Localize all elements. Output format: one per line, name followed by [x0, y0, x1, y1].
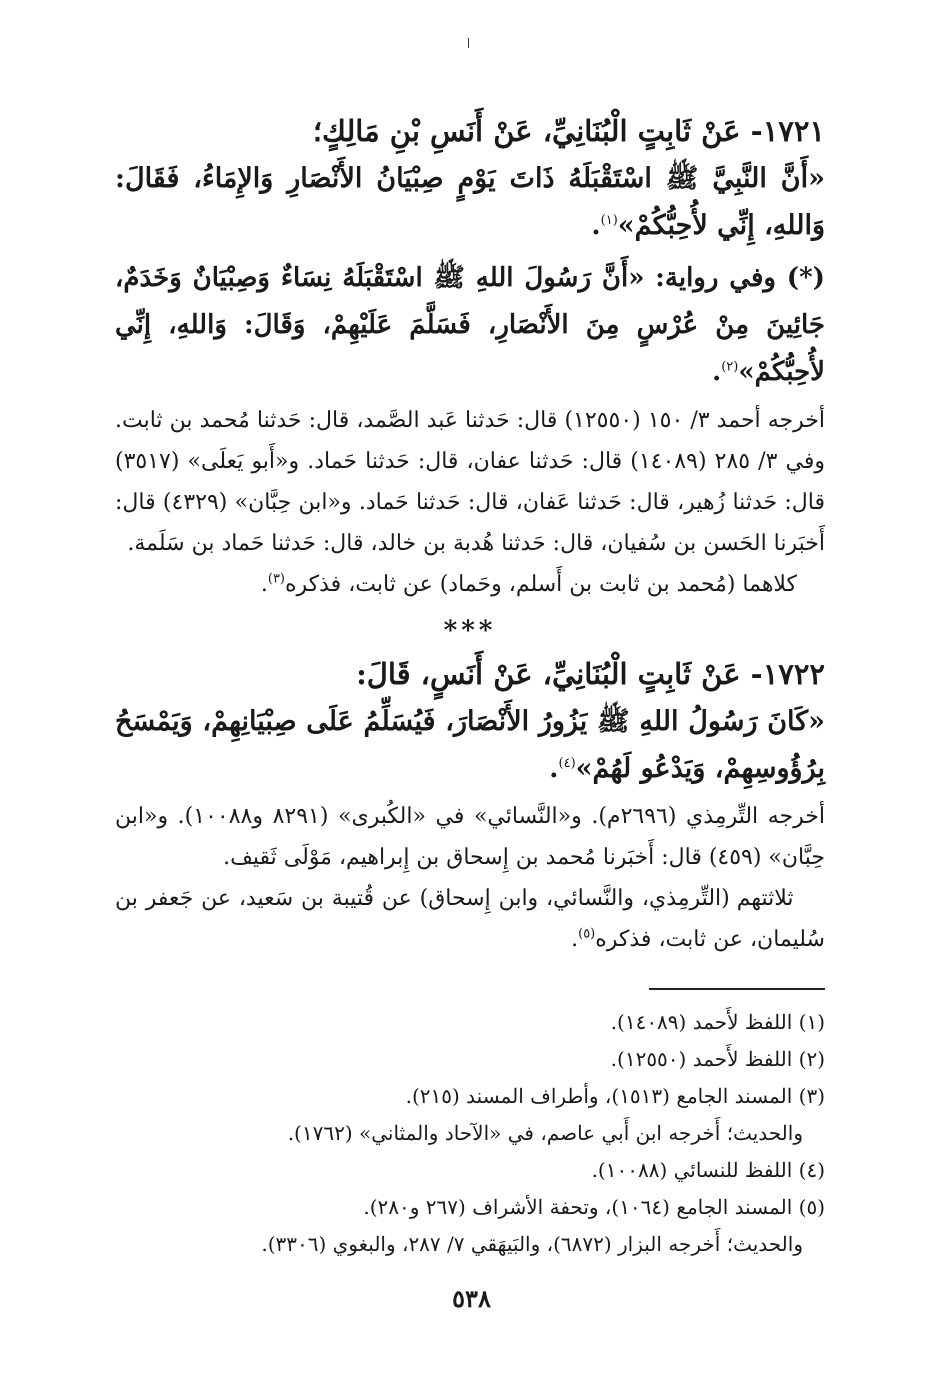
hadith-1721-variant-text: (*) وفي رواية: «أَنَّ رَسُولَ اللهِ ﷺ اسْتَقْبَلَهُ نِسَاءٌ وَصِبْيَانٌ وَخَدَمٌ، جَائِينَ مِنْ عُرْسٍ مِنَ الأَنْصَارِ، فَسَلَّمَ عَلَيْهِمْ، وَقَالَ: وَاللهِ، إِنِّي لأُحِبُّكُمْ» [115, 263, 825, 387]
footnote-ref-2: (٢) [721, 359, 739, 375]
hadith-1721-takhrij-2-text: كلاهما (مُحمد بن ثابت بن أَسلم، وحَماد) عن ثابت، فذكره [285, 572, 798, 597]
footnote-ref-3: (٣) [267, 571, 285, 587]
footnote-ref-1: (١) [600, 213, 618, 228]
footnote-ref-4: (٤) [558, 756, 576, 771]
footnote-3: (٣) المسند الجامع (١٥١٣)، وأطراف المسند (٢١٥). [405, 1084, 825, 1108]
top-mark [468, 38, 469, 48]
hadith-1722-matn: «كَانَ رَسُولُ اللهِ ﷺ يَزُورُ الأَنْصَارَ، فَيُسَلِّمُ عَلَى صِبْيَانِهِمْ، وَيَمْسَحُ بِرُؤُوسِهِمْ، وَيَدْعُو لَهُمْ»$^{(٤)}$. [115, 706, 825, 784]
hadith-1721-matn-text: «أَنَّ النَّبِيَّ ﷺ اسْتَقْبَلَهُ ذَاتَ يَوْمٍ صِبْيَانُ الأَنْصَارِ وَالإِمَاءُ، فَقَالَ: وَاللهِ، إِنِّي لأُحِبُّكُمْ» [115, 163, 825, 241]
footnote-5: (٥) المسند الجامع (١٠٦٤)، وتحفة الأشراف (٢٦٧ و٢٨٠). [363, 1195, 825, 1219]
hadith-1722-heading: ١٧٢٢- عَنْ ثَابِتٍ الْبُنَانِيِّ، عَنْ أَنَسٍ، قَالَ: [356, 657, 825, 691]
footnote-4: (٤) اللفظ للنسائي (١٠٠٨٨). [591, 1158, 825, 1182]
page-number: ٥٣٨ [452, 1284, 491, 1313]
hadith-1722-takhrij-2-text: ثلاثتهم (التِّرمِذي، والنَّسائي، وابن إِسحاق) عن قُتيبة بن سَعيد، عن جَعفر بن سُليمان، عن ثابت، فذكره [115, 886, 825, 952]
hadith-1722-takhrij-1: أخرجه التِّرمِذي (٢٦٩٦م). و«النَّسائي» في «الكُبرى» (٨٢٩١ و١٠٠٨٨). و«ابن حِبَّان» (٤٥٩) قال: أَخبَرنا مُحمد بن إِسحاق بن إِبراهيم، مَوْلَى ثَقيف. [115, 804, 826, 870]
footnote-ref-5: (٥) [578, 926, 596, 942]
footnote-1: (١) اللفظ لأَحمد (١٤٠٨٩). [610, 1010, 825, 1034]
footnote-2: (٢) اللفظ لأَحمد (١٢٥٥٠). [610, 1047, 825, 1071]
hadith-1721-variant: (*) وفي رواية: «أَنَّ رَسُولَ اللهِ ﷺ اسْتَقْبَلَهُ نِسَاءٌ وَصِبْيَانٌ وَخَدَمٌ، جَائِينَ مِنْ عُرْسٍ مِنَ الأَنْصَارِ، فَسَلَّمَ عَلَيْهِمْ، وَقَالَ: وَاللهِ، إِنِّي لأُحِبُّكُمْ»$^{(٢)}$. [115, 263, 825, 387]
hadith-1721-takhrij-2: كلاهما (مُحمد بن ثابت بن أَسلم، وحَماد) عن ثابت، فذكره$^{(٣)}$. [260, 571, 798, 597]
hadith-1721-heading: ١٧٢١- عَنْ ثَابِتٍ الْبُنَانِيِّ، عَنْ أَنَسِ بْنِ مَالِكٍ؛ [312, 114, 825, 148]
footnote-5-continuation: والحديث؛ أَخرجه البزار (٦٨٧٢)، والبَيهَقي ٧/ ٢٨٧، والبغوي (٣٣٠٦). [261, 1232, 803, 1256]
section-separator: *** [443, 616, 497, 646]
footnote-3-continuation: والحديث؛ أَخرجه ابن أَبي عاصم، في «الآحاد والمثاني» (١٧٦٢). [287, 1121, 803, 1145]
hadith-1721-takhrij-1: أخرجه أحمد ٣/ ١٥٠ (١٢٥٥٠) قال: حَدثنا عَبد الصَّمد، قال: حَدثنا مُحمد بن ثابت. وفي ٣/ ٢٨٥ (١٤٠٨٩) قال: حَدثنا عفان، قال: حَدثنا حَماد. و«أَبو يَعلَى» (٣٥١٧) قال: حَدثنا زُهير، قال: حَدثنا عَفان، قال: حَدثنا حَماد. و«ابن حِبَّان» (٤٣٢٩) قال: أَخبَرنا الحَسن بن سُفيان، قال: حَدثنا هُدبة بن خالد، قال: حَدثنا حَماد بن سَلَمة. [115, 408, 826, 556]
footnotes [115, 1004, 825, 1263]
hadith-1722-takhrij-2: ثلاثتهم (التِّرمِذي، والنَّسائي، وابن إِسحاق) عن قُتيبة بن سَعيد، عن جَعفر بن سُليمان، عن ثابت، فذكره$^{(٥)}$. [115, 886, 825, 952]
hadith-1721-matn: «أَنَّ النَّبِيَّ ﷺ اسْتَقْبَلَهُ ذَاتَ يَوْمٍ صِبْيَانُ الأَنْصَارِ وَالإِمَاءُ، فَقَالَ: وَاللهِ، إِنِّي لأُحِبُّكُمْ»$^{(١)}$. [115, 163, 825, 241]
hadith-1722-matn-text: «كَانَ رَسُولُ اللهِ ﷺ يَزُورُ الأَنْصَارَ، فَيُسَلِّمُ عَلَى صِبْيَانِهِمْ، وَيَمْسَحُ بِرُؤُوسِهِمْ، وَيَدْعُو لَهُمْ» [115, 706, 825, 784]
main-text [115, 108, 825, 960]
footnote-divider [649, 988, 825, 990]
